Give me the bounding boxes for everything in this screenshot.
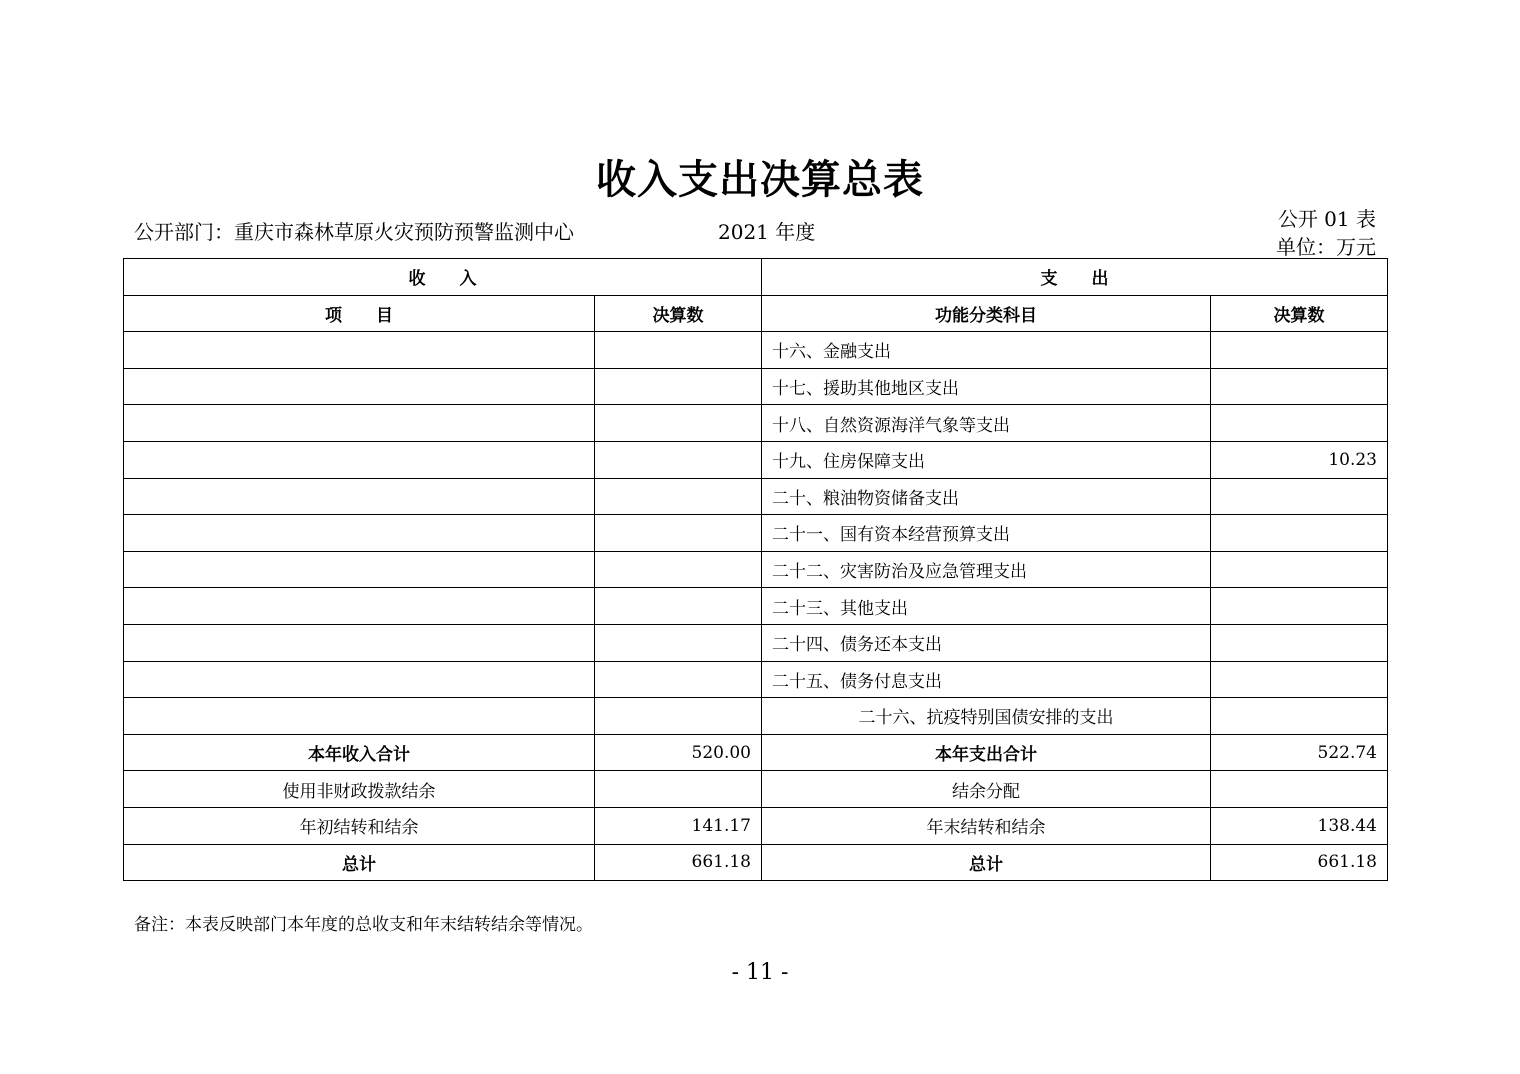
form-number: 公开 01 表 — [1277, 207, 1376, 231]
expense-amount — [1211, 515, 1388, 552]
table-row — [124, 478, 1388, 515]
table-row — [124, 441, 1388, 478]
income-item: 使用非财政拨款结余 — [124, 771, 595, 808]
income-amount — [595, 515, 762, 552]
income-amount — [595, 332, 762, 369]
expense-amount — [1211, 771, 1388, 808]
department-label: 公开部门：重庆市森林草原火灾预防预警监测中心 — [134, 220, 574, 244]
col-header-item: 项 目 — [124, 295, 595, 332]
table-row — [124, 405, 1388, 442]
expense-amount — [1211, 661, 1388, 698]
fiscal-year: 2021 年度 — [718, 220, 816, 244]
expense-item: 二十六、抗疫特别国债安排的支出 — [762, 698, 1211, 735]
income-item — [124, 624, 595, 661]
expense-item: 二十四、债务还本支出 — [762, 624, 1211, 661]
expense-amount: 138.44 — [1211, 807, 1388, 844]
income-item: 本年收入合计 — [124, 734, 595, 771]
income-item — [124, 551, 595, 588]
expense-item: 十七、援助其他地区支出 — [762, 368, 1211, 405]
expense-amount: 522.74 — [1211, 734, 1388, 771]
income-amount — [595, 771, 762, 808]
page-number: - 11 - — [731, 960, 789, 985]
summary-row-annual-total — [124, 734, 1388, 771]
income-item — [124, 368, 595, 405]
table-row — [124, 332, 1388, 369]
expense-amount — [1211, 551, 1388, 588]
expense-item: 结余分配 — [762, 771, 1211, 808]
expense-amount — [1211, 368, 1388, 405]
column-header-row — [124, 295, 1388, 332]
income-item — [124, 441, 595, 478]
col-header-amount: 决算数 — [595, 295, 762, 332]
expense-amount: 10.23 — [1211, 441, 1388, 478]
income-item: 年初结转和结余 — [124, 807, 595, 844]
income-amount: 661.18 — [595, 844, 762, 881]
expense-item: 十六、金融支出 — [762, 332, 1211, 369]
income-item — [124, 332, 595, 369]
income-item — [124, 478, 595, 515]
income-amount — [595, 624, 762, 661]
income-item — [124, 588, 595, 625]
page-title: 收入支出决算总表 — [596, 156, 924, 203]
table-row — [124, 588, 1388, 625]
expense-item: 总计 — [762, 844, 1211, 881]
unit-label: 单位：万元 — [1276, 235, 1376, 259]
expense-item: 十八、自然资源海洋气象等支出 — [762, 405, 1211, 442]
expense-item: 二十一、国有资本经营预算支出 — [762, 515, 1211, 552]
income-amount — [595, 441, 762, 478]
income-amount — [595, 368, 762, 405]
income-amount: 520.00 — [595, 734, 762, 771]
table-note: 备注：本表反映部门本年度的总收支和年末结转结余等情况。 — [134, 915, 593, 935]
table-row — [124, 515, 1388, 552]
summary-row-balance — [124, 771, 1388, 808]
col-header-function: 功能分类科目 — [762, 295, 1211, 332]
income-amount — [595, 551, 762, 588]
group-header-row — [124, 259, 1388, 296]
expense-item: 二十三、其他支出 — [762, 588, 1211, 625]
expense-item: 二十、粮油物资储备支出 — [762, 478, 1211, 515]
expense-item: 二十五、债务付息支出 — [762, 661, 1211, 698]
table-row — [124, 698, 1388, 735]
income-item — [124, 515, 595, 552]
expense-amount — [1211, 698, 1388, 735]
expense-amount — [1211, 478, 1388, 515]
income-item: 总计 — [124, 844, 595, 881]
expense-item: 十九、住房保障支出 — [762, 441, 1211, 478]
income-amount — [595, 698, 762, 735]
table-row — [124, 368, 1388, 405]
expense-item: 本年支出合计 — [762, 734, 1211, 771]
table-row — [124, 551, 1388, 588]
group-header-income: 收 入 — [124, 259, 762, 296]
income-expense-table — [123, 258, 1388, 881]
income-amount: 141.17 — [595, 807, 762, 844]
expense-amount — [1211, 588, 1388, 625]
income-amount — [595, 588, 762, 625]
income-amount — [595, 405, 762, 442]
table-row — [124, 624, 1388, 661]
income-item — [124, 661, 595, 698]
income-item — [124, 405, 595, 442]
col-header-amount: 决算数 — [1211, 295, 1388, 332]
expense-amount — [1211, 405, 1388, 442]
table-row — [124, 661, 1388, 698]
expense-item: 二十二、灾害防治及应急管理支出 — [762, 551, 1211, 588]
expense-amount — [1211, 332, 1388, 369]
expense-amount: 661.18 — [1211, 844, 1388, 881]
group-header-expense: 支 出 — [762, 259, 1388, 296]
summary-row-carryover — [124, 807, 1388, 844]
expense-item: 年末结转和结余 — [762, 807, 1211, 844]
income-amount — [595, 661, 762, 698]
income-item — [124, 698, 595, 735]
summary-row-grand-total — [124, 844, 1388, 881]
expense-amount — [1211, 624, 1388, 661]
income-amount — [595, 478, 762, 515]
